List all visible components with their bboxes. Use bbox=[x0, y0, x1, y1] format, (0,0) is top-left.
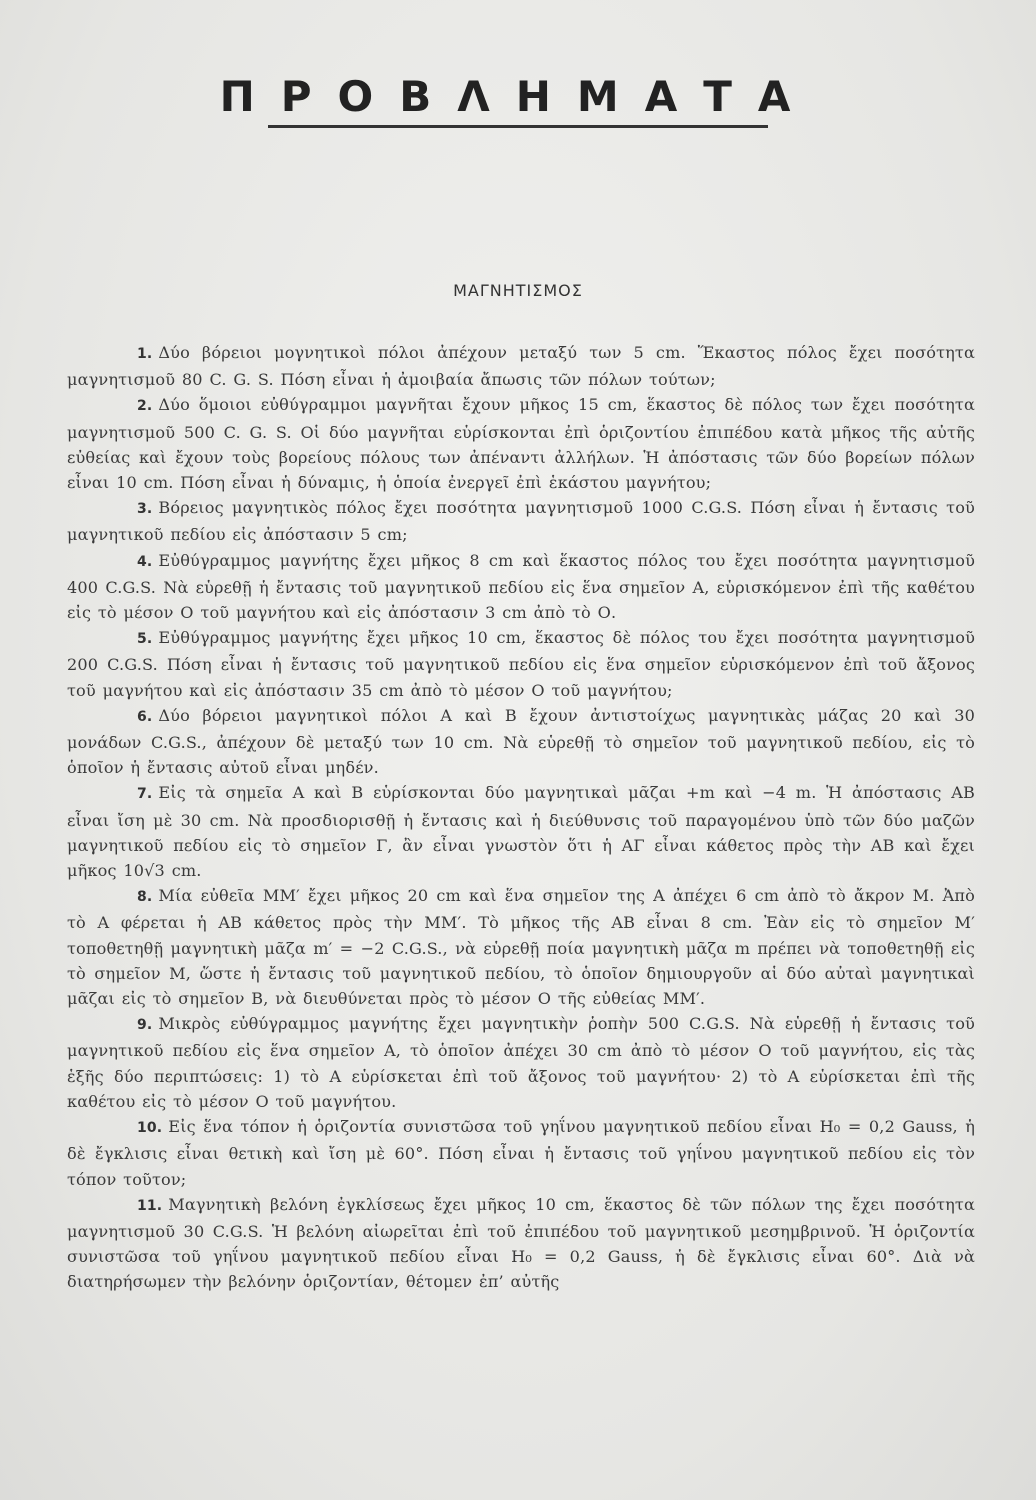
problem-text: Βόρειος μαγνητικὸς πόλος ἔχει ποσότητα μαγνητισμοῦ 1000 C.G.S. Πόση εἶναι ἡ ἔντασις τοῦ μαγνητικοῦ πεδίου εἰς ἀπόστασιν 5 cm; bbox=[67, 498, 975, 545]
problem-text: Εἰς τὰ σημεῖα Α καὶ Β εὑρίσκονται δύο μαγνητικαὶ μᾶζαι +m καὶ −4 m. Ἡ ἀπόστασις ΑΒ εἶναι ἴση μὲ 30 cm. Νὰ προσδιορισθῇ ἡ ἔντασις καὶ ἡ διεύθυνσις τοῦ παραγομένου ὑπὸ τῶν δύο μαζῶν μαγνητικοῦ πεδίου εἰς τὸ σημεῖον Γ, ἂν εἶναι γνωστὸν ὅτι ἡ ΑΓ εἶναι κάθετος πρὸς τὴν ΑΒ καὶ ἔχει μῆκος 10√3 cm. bbox=[67, 783, 975, 881]
problem-number: 11. bbox=[137, 1197, 163, 1214]
problem-text: Δύο βόρειοι μαγνητικοὶ πόλοι Α καὶ Β ἔχουν ἀντιστοίχως μαγνητικὰς μάζας 20 καὶ 30 μονάδων C.G.S., ἀπέχουν δὲ μεταξύ των 10 cm. Νὰ εὑρεθῇ τὸ σημεῖον τοῦ μαγνητικοῦ πεδίου, εἰς τὸ ὁποῖον ἡ ἔντασις αὐτοῦ εἶναι μηδέν. bbox=[67, 705, 975, 778]
problem-11 bbox=[67, 1192, 975, 1295]
problem-8 bbox=[67, 883, 975, 1011]
problem-4 bbox=[67, 548, 975, 626]
problem-2 bbox=[67, 392, 975, 495]
problem-number: 7. bbox=[137, 786, 153, 803]
problem-1 bbox=[67, 340, 975, 392]
problem-text: Εὐθύγραμμος μαγνήτης ἔχει μῆκος 8 cm καὶ ἕκαστος πόλος του ἔχει ποσότητα μαγνητισμοῦ 400 C.G.S. Νὰ εὑρεθῇ ἡ ἔντασις τοῦ μαγνητικοῦ πεδίου εἰς ἕνα σημεῖον Α, εὑρισκόμενον ἐπὶ τῆς καθέτου εἰς τὸ μέσον Ο τοῦ μαγνήτου καὶ εἰς ἀπόστασιν 3 cm ἀπὸ τὸ Ο. bbox=[67, 550, 975, 623]
problem-6 bbox=[67, 703, 975, 781]
problem-text: Εὐθύγραμμος μαγνήτης ἔχει μῆκος 10 cm, ἕκαστος δὲ πόλος του ἔχει ποσότητα μαγνητισμοῦ 200 C.G.S. Πόση εἶναι ἡ ἔντασις τοῦ μαγνητικοῦ πεδίου εἰς ἕνα σημεῖον εὑρισκόμενον ἐπὶ τοῦ ἄξονος τοῦ μαγνήτου καὶ εἰς ἀπόστασιν 35 cm ἀπὸ τὸ μέσον Ο τοῦ μαγνήτου; bbox=[67, 628, 975, 700]
problem-3 bbox=[67, 495, 975, 547]
problem-list bbox=[67, 340, 975, 1295]
problem-number: 3. bbox=[137, 501, 153, 518]
problem-number: 4. bbox=[137, 553, 153, 570]
problem-number: 9. bbox=[137, 1017, 153, 1034]
problem-10 bbox=[67, 1114, 975, 1192]
problem-7 bbox=[67, 780, 975, 883]
problem-number: 10. bbox=[137, 1120, 163, 1137]
problem-text: Μικρὸς εὐθύγραμμος μαγνήτης ἔχει μαγνητικὴν ῥοπὴν 500 C.G.S. Νὰ εὑρεθῇ ἡ ἔντασις τοῦ μαγνητικοῦ πεδίου εἰς ἕνα σημεῖον Α, τὸ ὁποῖον ἀπέχει 30 cm ἀπὸ τὸ μέσον Ο τοῦ μαγνήτου, εἰς τὰς ἑξῆς δύο περιπτώσεις: 1) τὸ Α εὑρίσκεται ἐπὶ τοῦ ἄξονος τοῦ μαγνήτου· 2) τὸ Α εὑρίσκεται ἐπὶ τῆς καθέτου εἰς τὸ μέσον Ο τοῦ μαγνήτου. bbox=[67, 1014, 975, 1111]
problem-text: Δύο βόρειοι μογνητικοὶ πόλοι ἀπέχουν μεταξύ των 5 cm. Ἕκαστος πόλος ἔχει ποσότητα μαγνητισμοῦ 80 C. G. S. Πόση εἶναι ἡ ἀμοιβαία ἄπωσις τῶν πόλων τούτων; bbox=[67, 343, 975, 390]
problem-text: Εἰς ἕνα τόπον ἡ ὁριζοντία συνιστῶσα τοῦ γηΐνου μαγνητικοῦ πεδίου εἶναι H₀ = 0,2 Gauss, ἡ δὲ ἔγκλισις εἶναι θετικὴ καὶ ἴση μὲ 60°. Πόση εἶναι ἡ ἔντασις τοῦ γηΐνου μαγνητικοῦ πεδίου εἰς τὸν τόπον τοῦτον; bbox=[67, 1117, 975, 1189]
problem-text: Μία εὐθεῖα ΜΜ′ ἔχει μῆκος 20 cm καὶ ἕνα σημεῖον της Α ἀπέχει 6 cm ἀπὸ τὸ ἄκρον Μ. Ἀπὸ τὸ Α φέρεται ἡ ΑΒ κάθετος πρὸς τὴν ΜΜ′. Τὸ μῆκος τῆς ΑΒ εἶναι 8 cm. Ἐὰν εἰς τὸ σημεῖον Μ′ τοποθετηθῇ μαγνητικὴ μᾶζα m′ = −2 C.G.S., νὰ εὑρεθῇ ποία μαγνητικὴ μᾶζα m πρέπει νὰ τοποθετηθῇ εἰς τὸ σημεῖον Μ, ὥστε ἡ ἔντασις τοῦ μαγνητικοῦ πεδίου, τὸ ὁποῖον δημιουργοῦν αἱ δύο αὐταὶ μαγνητικαὶ μᾶζαι εἰς τὸ σημεῖον Β, νὰ διευθύνεται πρὸς τὸ μέσον Ο τῆς εὐθείας ΜΜ′. bbox=[67, 886, 975, 1009]
title-underline bbox=[268, 125, 768, 128]
problem-number: 2. bbox=[137, 398, 153, 415]
problem-text: Δύο ὅμοιοι εὐθύγραμμοι μαγνῆται ἔχουν μῆκος 15 cm, ἕκαστος δὲ πόλος των ἔχει ποσότητα μαγνητισμοῦ 500 C. G. S. Οἱ δύο μαγνῆται εὑρίσκονται ἐπὶ ὁριζοντίου ἐπιπέδου κατὰ μῆκος τῆς αὐτῆς εὐθείας καὶ ἔχουν τοὺς βορείους πόλους των ἀπέναντι ἀλλήλων. Ἡ ἀπόστασις τῶν δύο βορείων πόλων εἶναι 10 cm. Πόση εἶναι ἡ δύναμις, ἡ ὁποία ἐνεργεῖ ἐπὶ ἑκάστου μαγνήτου; bbox=[67, 395, 975, 493]
problem-9 bbox=[67, 1011, 975, 1114]
problem-number: 1. bbox=[137, 346, 153, 362]
problem-text: Μαγνητικὴ βελόνη ἐγκλίσεως ἔχει μῆκος 10 cm, ἕκαστος δὲ τῶν πόλων της ἔχει ποσότητα μαγνητισμοῦ 30 C.G.S. Ἡ βελόνη αἰωρεῖται ἐπὶ τοῦ ἐπιπέδου τοῦ μαγνητικοῦ μεσημβρινοῦ. Ἡ ὁριζοντία συνιστῶσα τοῦ γηΐνου μαγνητικοῦ πεδίου εἶναι H₀ = 0,2 Gauss, ἡ δὲ ἔγκλισις εἶναι 60°. Διὰ νὰ διατηρήσωμεν τὴν βελόνην ὁριζοντίαν, θέτομεν ἐπ’ αὐτῆς bbox=[67, 1194, 975, 1292]
problem-number: 5. bbox=[137, 631, 153, 648]
problem-number: 6. bbox=[137, 708, 153, 725]
section-heading: ΜΑΓΝΗΤΙΣΜΟΣ bbox=[453, 281, 583, 300]
problem-5 bbox=[67, 625, 975, 703]
page-title: ΠΡΟΒΛΗΜΑΤΑ bbox=[219, 72, 817, 121]
problem-number: 8. bbox=[137, 889, 153, 906]
